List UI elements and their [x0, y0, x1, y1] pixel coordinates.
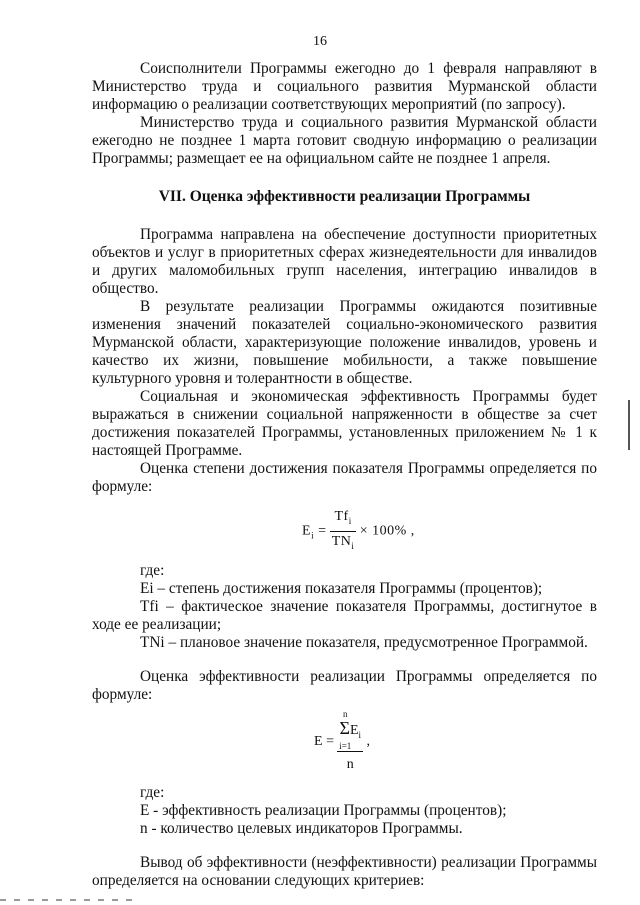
formula1-denominator: TN [331, 533, 352, 549]
paragraph-expected-results: В результате реализации Программы ожидаются позитивные изменения значений показателей социально-экономического развития Мурманской области, характеризующие положение инвалидов, уровень и качество их жизни, повышение мобильности, а также повышение культурного уровня и толерантности в обществе. [92, 298, 597, 387]
paragraph-coexecutors: Соисполнители Программы ежегодно до 1 февраля направляют в Министерство труда и социального развития Мурманской области информацию о реализации соответствующих мероприятий (по запросу). [92, 60, 597, 113]
formula1-denominator-sub: i [351, 540, 355, 551]
paragraph-efficiency-formula-intro: Оценка эффективности реализации Программы определяется по формуле: [92, 668, 597, 703]
definition-n: n - количество целевых индикаторов Программы. [140, 820, 463, 837]
formula2-eq: = [326, 734, 334, 750]
formula2-lhs: E [314, 734, 323, 750]
formula1-fraction [330, 508, 355, 555]
formula-indicator-achievement [92, 504, 597, 562]
scan-edge-mark [628, 400, 630, 450]
formula2-sum-lower: i=1 [339, 740, 352, 751]
page-number: 16 [313, 34, 327, 49]
where-label-1: где: [140, 562, 165, 579]
paragraph-social-efficiency: Социальная и экономическая эффективность Программы будет выражаться в снижении социальной напряженности в обществе за счет достижения показателей Программы, установленных приложением № 1 к настоящей Программе. [92, 388, 597, 459]
definition-tfi: Tfi – фактическое значение показателя Программы, достигнутое в ходе ее реализации; [92, 598, 597, 633]
formula2-sum-sign: Σ [339, 718, 350, 738]
formula2-sum-term-sub: i [358, 729, 362, 740]
paragraph-indicator-formula-intro: Оценка степени достижения показателя Программы определяется по формуле: [92, 460, 597, 495]
paragraph-conclusion-criteria: Вывод об эффективности (неэффективности) реализации Программы определяется на основании следующих критериев: [92, 854, 597, 889]
definition-tni: TNi – плановое значение показателя, предусмотренное Программой. [140, 634, 588, 651]
paragraph-program-aim: Программа направлена на обеспечение доступности приоритетных объектов и услуг в приоритетных сферах жизнедеятельности для инвалидов и других маломобильных групп населения, интеграцию инвалидов в общество. [92, 226, 597, 297]
formula2-tail: , [366, 734, 371, 750]
formula-program-efficiency [92, 710, 597, 784]
formula2-denominator: n [346, 756, 354, 772]
formula1-tail: × 100% , [359, 523, 415, 539]
formula1-lhs: E [302, 523, 312, 539]
paragraph-ministry: Министерство труда и социального развития Мурманской области ежегодно не позднее 1 марта готовит сводную информацию о реализации Программы; размещает ее на официальном сайте не позднее 1 апреля. [92, 114, 597, 167]
where-label-2: где: [140, 784, 165, 801]
formula1-numerator-sub: i [348, 515, 352, 526]
formula2-sum-upper: n [343, 709, 348, 719]
document-body [92, 60, 597, 890]
formula2-sum-term: E [349, 723, 359, 738]
section-heading: VII. Оценка эффективности реализации Программы [158, 188, 531, 205]
formula2-fraction [337, 710, 363, 774]
formula1-numerator: Tf [334, 509, 349, 524]
definition-e: E - эффективность реализации Программы (процентов); [140, 802, 507, 819]
scan-bottom-marks [0, 899, 140, 901]
formula1-lhs-sub: i [311, 530, 315, 541]
definition-ei: Ei – степень достижения показателя Программы (процентов); [140, 580, 543, 597]
formula1-eq: = [318, 523, 327, 539]
